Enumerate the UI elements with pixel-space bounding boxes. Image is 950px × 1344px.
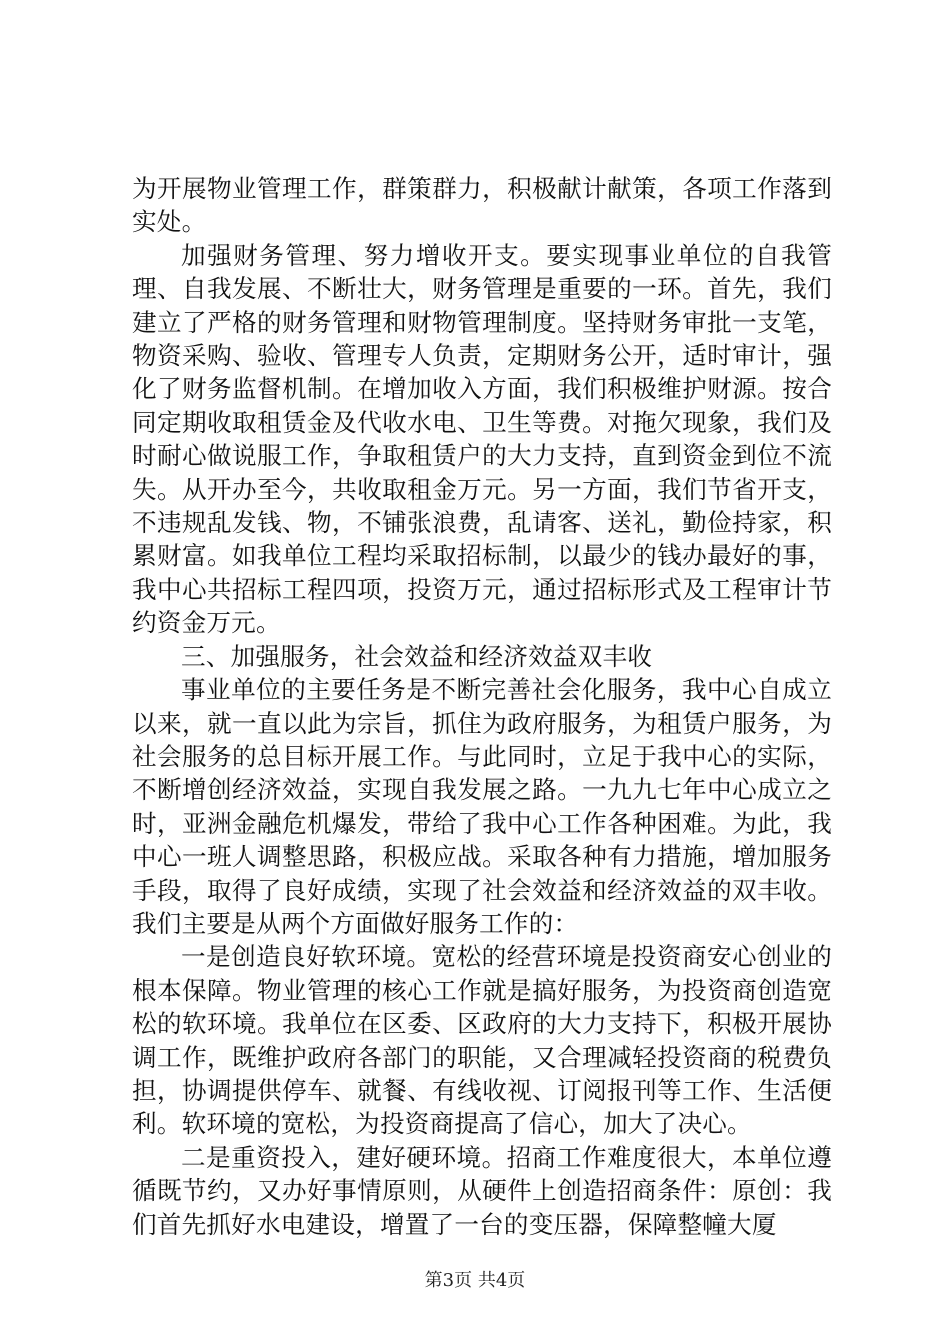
page-number-footer: 第3页 共4页 <box>424 1270 526 1291</box>
document-body <box>132 172 832 1241</box>
paragraph-service: 事业单位的主要任务是不断完善社会化服务，我中心自成立以来，就一直以此为宗旨，抓住为政府服务，为租赁户服务，为社会服务的总目标开展工作。与此同时，立足于我中心的实际，不断增创经济效益，实现自我发展之路。一九九七年中心成立之时，亚洲金融危机爆发，带给了我中心工作各种困难。为此，我中心一班人调整思路，积极应战。采取各种有力措施，增加服务手段，取得了良好成绩，实现了社会效益和经济效益的双丰收。我们主要是从两个方面做好服务工作的： <box>132 675 832 938</box>
paragraph-continued: 为开展物业管理工作，群策群力，积极献计献策，各项工作落到实处。 <box>132 174 832 237</box>
paragraph-finance: 加强财务管理、努力增收开支。要实现事业单位的自我管理、自我发展、不断壮大，财务管理是重要的一环。首先，我们建立了严格的财务管理和财物管理制度。坚持财务审批一支笔，物资采购、验收、管理专人负责，定期财务公开，适时审计，强化了财务监督机制。在增加收入方面，我们积极维护财源。按合同定期收取租赁金及代收水电、卫生等费。对拖欠现象，我们及时耐心做说服工作，争取租赁户的大力支持，直到资金到位不流失。从开办至今，共收取租金万元。另一方面，我们节省开支，不违规乱发钱、物，不铺张浪费，乱请客、送礼，勤俭持家，积累财富。如我单位工程均采取招标制，以最少的钱办最好的事，我中心共招标工程四项，投资万元，通过招标形式及工程审计节约资金万元。 <box>132 240 832 638</box>
section-heading: 三、加强服务，社会效益和经济效益双丰收 <box>181 641 653 671</box>
paragraph-hard-environment: 二是重资投入，建好硬环境。招商工作难度很大，本单位遵循既节约，又办好事情原则，从硬件上创造招商条件：原创：我们首先抓好水电建设，增置了一台的变压器，保障整幢大厦 <box>132 1142 832 1239</box>
paragraph-soft-environment: 一是创造良好软环境。宽松的经营环境是投资商安心创业的根本保障。物业管理的核心工作就是搞好服务，为投资商创造宽松的软环境。我单位在区委、区政府的大力支持下，积极开展协调工作，既维护政府各部门的职能，又合理减轻投资商的税费负担，协调提供停车、就餐、有线收视、订阅报刊等工作、生活便利。软环境的宽松，为投资商提高了信心，加大了决心。 <box>132 942 832 1139</box>
